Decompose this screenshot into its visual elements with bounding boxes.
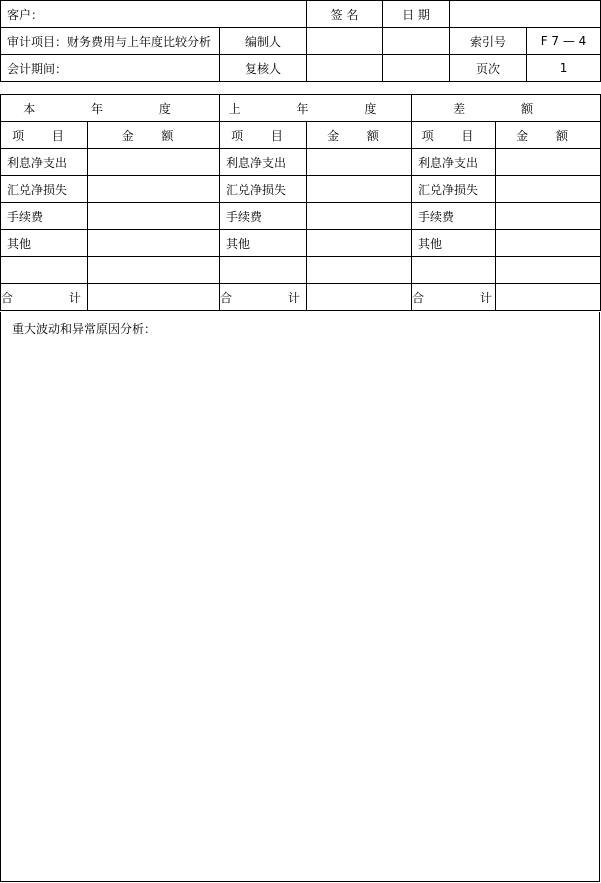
table-row <box>1 176 601 203</box>
index-value: F 7 — 4 <box>527 28 601 55</box>
row-item-label: 其他 <box>1 230 88 257</box>
total-label: 合 计 <box>1 284 88 311</box>
reviewer-signature-cell <box>307 55 383 82</box>
preparer-signature-cell <box>307 28 383 55</box>
page-label: 页次 <box>450 55 527 82</box>
amount-cell <box>307 230 412 257</box>
total-row <box>1 284 601 311</box>
total-label: 合 计 <box>220 284 307 311</box>
period-label: 会计期间： <box>1 55 220 82</box>
row-item-label: 手续费 <box>412 203 496 230</box>
client-label: 客户： <box>1 1 307 28</box>
table-row <box>1 230 601 257</box>
row-item-label: 手续费 <box>220 203 307 230</box>
reviewer-label: 复核人 <box>220 55 307 82</box>
amount-cell <box>88 257 220 284</box>
amount-cell <box>307 149 412 176</box>
row-item-label: 其他 <box>220 230 307 257</box>
comparison-table <box>0 94 601 311</box>
amount-cell <box>307 257 412 284</box>
row-item-label: 汇兑净损失 <box>412 176 496 203</box>
col-amount-header: 金 额 <box>496 122 601 149</box>
index-label: 索引号 <box>450 28 527 55</box>
amount-cell <box>496 176 601 203</box>
group-header-prior-year: 上 年 度 <box>220 95 412 122</box>
col-item-header: 项 目 <box>412 122 496 149</box>
table-row <box>1 203 601 230</box>
amount-cell <box>88 149 220 176</box>
header-table <box>0 0 601 82</box>
group-header-difference: 差 额 <box>412 95 601 122</box>
col-item-header: 项 目 <box>220 122 307 149</box>
row-item-label <box>220 257 307 284</box>
audit-item-label: 审计项目：财务费用与上年度比较分析 <box>1 28 220 55</box>
amount-cell <box>88 203 220 230</box>
reviewer-date-cell <box>383 55 450 82</box>
amount-cell <box>307 203 412 230</box>
amount-cell <box>88 176 220 203</box>
amount-cell <box>88 284 220 311</box>
table-row <box>1 257 601 284</box>
row-item-label: 利息净支出 <box>1 149 88 176</box>
amount-cell <box>496 230 601 257</box>
table-row <box>1 149 601 176</box>
row-item-label: 手续费 <box>1 203 88 230</box>
amount-cell <box>496 203 601 230</box>
amount-cell <box>496 149 601 176</box>
page-value: 1 <box>527 55 601 82</box>
col-amount-header: 金 额 <box>88 122 220 149</box>
analysis-box <box>0 312 600 882</box>
group-header-current-year: 本 年 度 <box>1 95 220 122</box>
header-empty-cell <box>450 1 601 28</box>
date-label: 日 期 <box>383 1 450 28</box>
amount-cell <box>307 176 412 203</box>
row-item-label <box>412 257 496 284</box>
amount-cell <box>88 230 220 257</box>
row-item-label: 利息净支出 <box>412 149 496 176</box>
col-item-header: 项 目 <box>1 122 88 149</box>
row-item-label: 利息净支出 <box>220 149 307 176</box>
col-amount-header: 金 额 <box>307 122 412 149</box>
signature-label: 签 名 <box>307 1 383 28</box>
row-item-label <box>1 257 88 284</box>
preparer-label: 编制人 <box>220 28 307 55</box>
analysis-label: 重大波动和异常原因分析： <box>12 322 157 336</box>
preparer-date-cell <box>383 28 450 55</box>
row-item-label: 其他 <box>412 230 496 257</box>
row-item-label: 汇兑净损失 <box>1 176 88 203</box>
row-item-label: 汇兑净损失 <box>220 176 307 203</box>
amount-cell <box>496 257 601 284</box>
total-label: 合 计 <box>412 284 496 311</box>
